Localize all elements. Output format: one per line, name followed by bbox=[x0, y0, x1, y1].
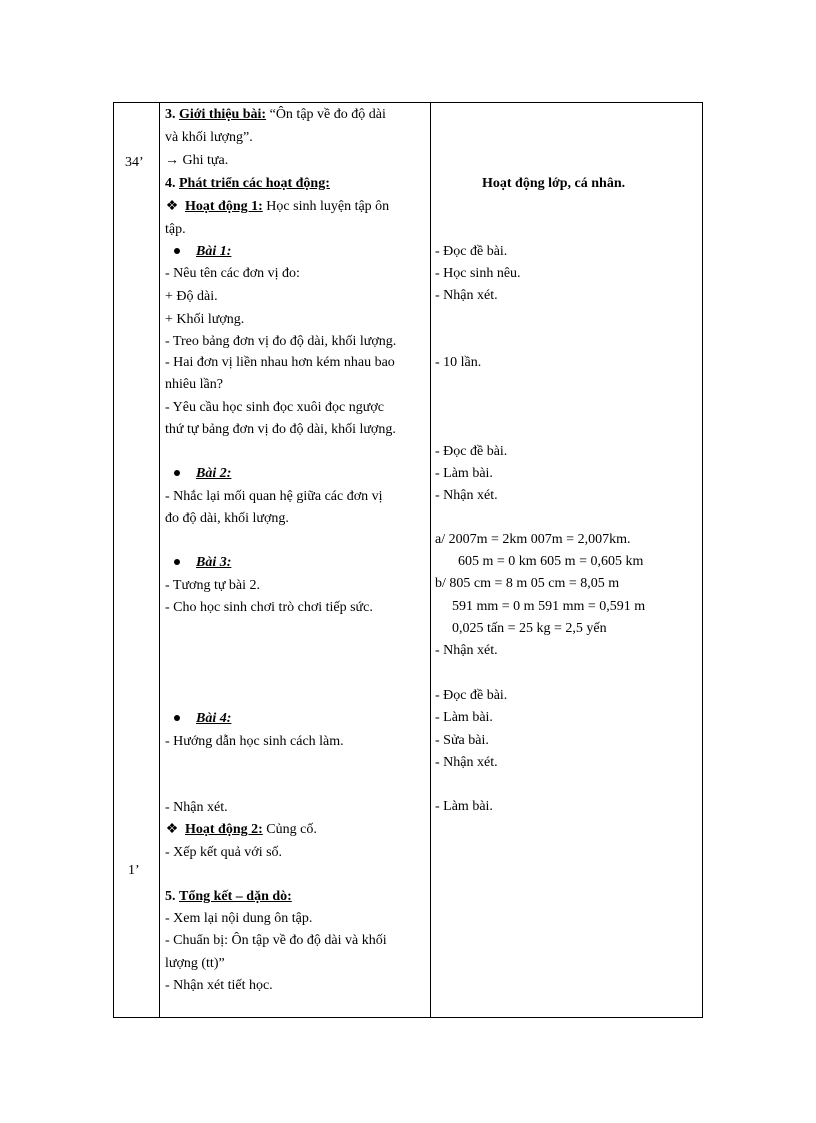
exercise-2-heading bbox=[174, 465, 231, 483]
intro-line-2: và khối lượng”. bbox=[165, 130, 253, 145]
time-34: 34’ bbox=[125, 155, 144, 170]
student-line: - Làm bài. bbox=[435, 799, 493, 814]
student-answer: 591 mm = 0 m 591 mm = 0,591 m bbox=[452, 599, 646, 614]
student-answer: b/ 805 cm = 8 m 05 cm = 8,05 m bbox=[435, 576, 620, 591]
student-line: - Đọc đề bài. bbox=[435, 444, 508, 459]
exercise-1-line: thứ tự bảng đơn vị đo độ dài, khối lượng. bbox=[165, 422, 396, 437]
activity-2-text: Củng cố. bbox=[262, 822, 317, 837]
exercise-3-heading bbox=[174, 554, 231, 572]
summary-line: - Nhận xét tiết học. bbox=[165, 978, 273, 993]
development-number: 4. bbox=[165, 176, 176, 191]
exercise-1-line: + Độ dài. bbox=[165, 289, 218, 304]
student-line: - Nhận xét. bbox=[435, 288, 498, 303]
intro-number: 3. bbox=[165, 107, 176, 122]
exercise-3-title: Bài 3: bbox=[196, 555, 232, 570]
intro-line bbox=[165, 106, 386, 124]
summary-title: Tổng kết – dặn dò: bbox=[179, 889, 292, 904]
exercise-1-title: Bài 1: bbox=[196, 244, 232, 259]
student-answer: a/ 2007m = 2km 007m = 2,007km. bbox=[435, 532, 631, 547]
exercise-1-line: nhiêu lần? bbox=[165, 377, 223, 392]
exercise-1-heading bbox=[174, 243, 231, 261]
student-line: - Sửa bài. bbox=[435, 733, 489, 748]
bullet-icon bbox=[174, 715, 180, 721]
intro-title: Giới thiệu bài: bbox=[179, 107, 267, 122]
exercise-2-title: Bài 2: bbox=[196, 466, 232, 481]
exercise-1-line: - Treo bảng đơn vị đo độ dài, khối lượng. bbox=[165, 334, 397, 349]
column-divider-time bbox=[159, 103, 160, 1017]
exercise-4-heading bbox=[174, 710, 231, 728]
intro-note: → Ghi tựa. bbox=[165, 153, 229, 168]
student-column-header: Hoạt động lớp, cá nhân. bbox=[482, 176, 626, 191]
student-line: - 10 lần. bbox=[435, 355, 482, 370]
exercise-4-line: - Nhận xét. bbox=[165, 800, 228, 815]
summary-line: - Chuẩn bị: Ôn tập về đo độ dài và khối bbox=[165, 933, 387, 948]
exercise-1-line: - Nêu tên các đơn vị đo: bbox=[165, 266, 300, 281]
exercise-4-line: - Hướng dẫn học sinh cách làm. bbox=[165, 734, 344, 749]
activity-2-heading bbox=[165, 821, 317, 839]
intro-text: “Ôn tập về đo độ dài bbox=[269, 107, 386, 122]
activity-1-heading bbox=[165, 198, 389, 216]
student-line: - Nhận xét. bbox=[435, 643, 498, 658]
student-line: - Đọc đề bài. bbox=[435, 244, 508, 259]
exercise-2-line: đo độ dài, khối lượng. bbox=[165, 511, 289, 526]
exercise-1-line: + Khối lượng. bbox=[165, 312, 245, 327]
activity-2-title: Hoạt động 2: bbox=[185, 822, 263, 837]
student-line: - Đọc đề bài. bbox=[435, 688, 508, 703]
development-title: Phát triển các hoạt động: bbox=[179, 176, 330, 191]
flower-bullet-icon: ❖ bbox=[165, 199, 179, 214]
exercise-1-line: - Hai đơn vị liền nhau hơn kém nhau bao bbox=[165, 355, 395, 370]
student-line: - Làm bài. bbox=[435, 710, 493, 725]
bullet-icon bbox=[174, 248, 180, 254]
student-line: - Nhận xét. bbox=[435, 488, 498, 503]
development-heading bbox=[165, 175, 330, 193]
bullet-icon bbox=[174, 559, 180, 565]
summary-heading bbox=[165, 888, 292, 906]
student-line: - Học sinh nêu. bbox=[435, 266, 521, 281]
exercise-3-line: - Cho học sinh chơi trò chơi tiếp sức. bbox=[165, 600, 373, 615]
flower-bullet-icon: ❖ bbox=[165, 822, 179, 837]
exercise-4-title: Bài 4: bbox=[196, 711, 232, 726]
bullet-icon bbox=[174, 470, 180, 476]
activity-2-line: - Xếp kết quả với số. bbox=[165, 845, 283, 860]
summary-line: - Xem lại nội dung ôn tập. bbox=[165, 911, 313, 926]
exercise-3-line: - Tương tự bài 2. bbox=[165, 578, 261, 593]
column-divider-activities bbox=[430, 103, 431, 1017]
summary-line: lượng (tt)” bbox=[165, 956, 225, 971]
exercise-2-line: - Nhắc lại mối quan hệ giữa các đơn vị bbox=[165, 489, 383, 504]
student-answer: 0,025 tấn = 25 kg = 2,5 yến bbox=[452, 621, 607, 636]
exercise-1-line: - Yêu cầu học sinh đọc xuôi đọc ngược bbox=[165, 400, 384, 415]
activity-1-text: Học sinh luyện tập ôn bbox=[262, 199, 390, 214]
time-1: 1’ bbox=[128, 863, 140, 878]
activity-1-text-2: tập. bbox=[165, 222, 186, 237]
activity-1-title: Hoạt động 1: bbox=[185, 199, 263, 214]
summary-number: 5. bbox=[165, 889, 176, 904]
student-answer: 605 m = 0 km 605 m = 0,605 km bbox=[458, 554, 644, 569]
student-line: - Nhận xét. bbox=[435, 755, 498, 770]
student-line: - Làm bài. bbox=[435, 466, 493, 481]
